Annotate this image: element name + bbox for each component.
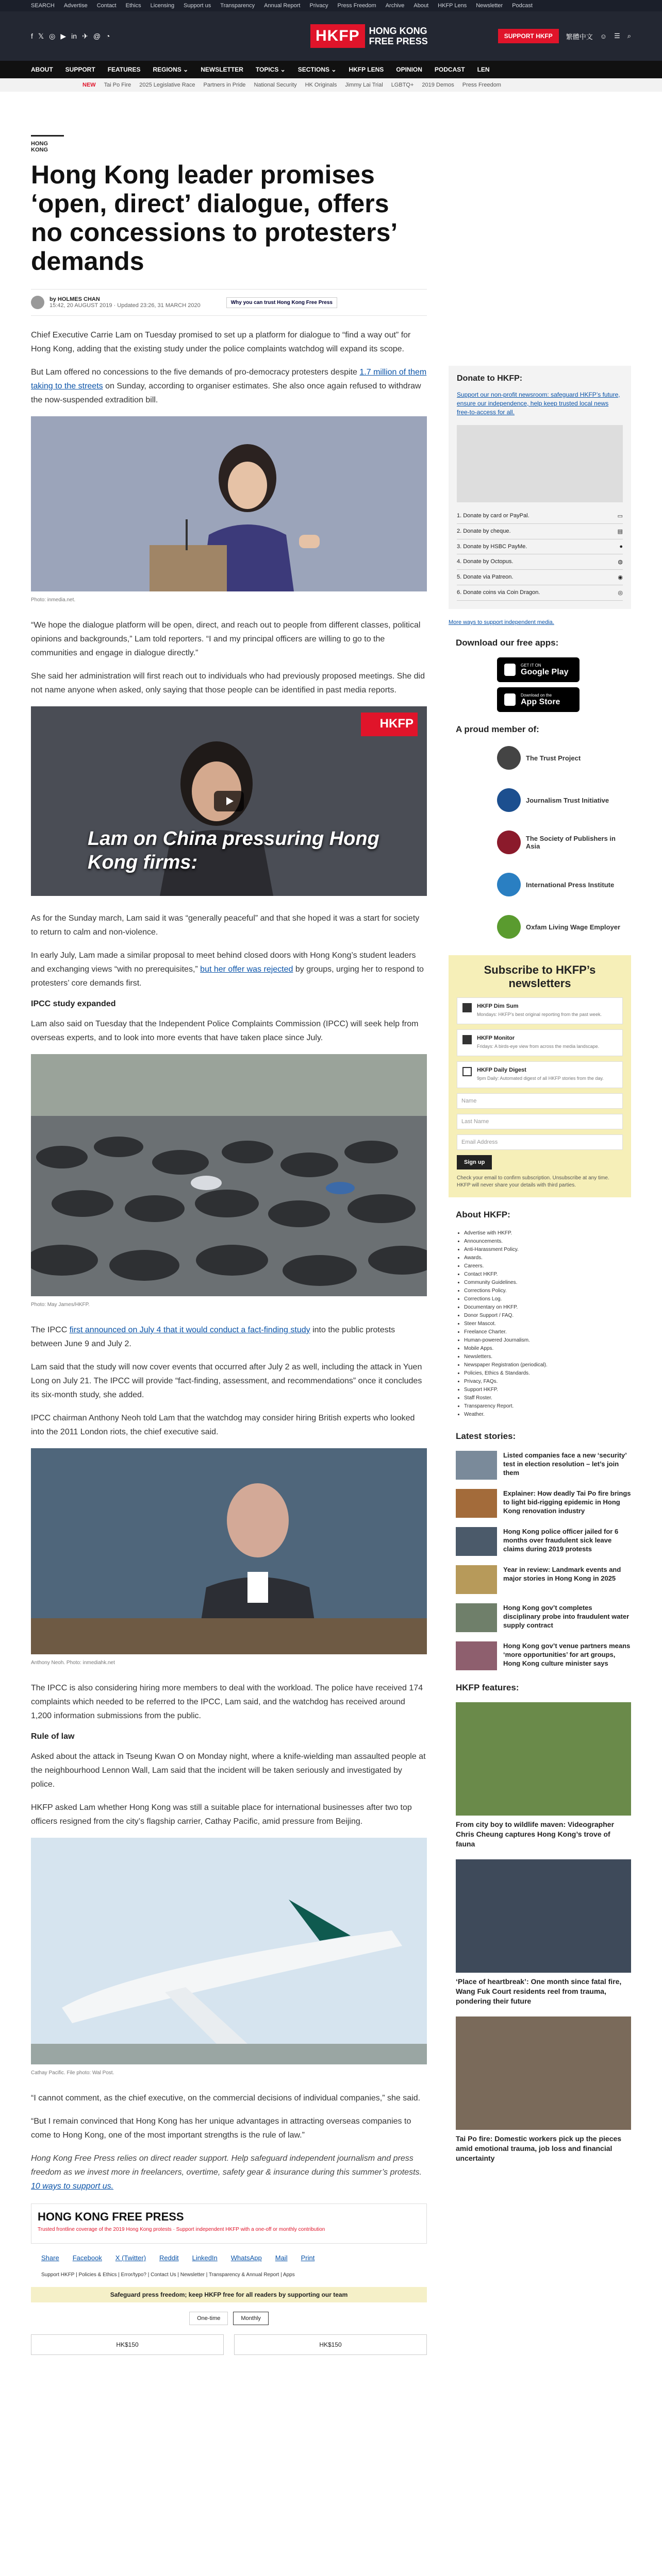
logo-name-line2: FREE PRESS — [369, 36, 428, 46]
feature-image — [456, 1702, 631, 1816]
member-title: A proud member of: — [456, 724, 539, 734]
newsletter-name: HKFP Daily Digest — [477, 1067, 526, 1073]
latest-story[interactable] — [449, 1565, 631, 1594]
about-item[interactable]: • Policies, Ethics & Standards. — [464, 1369, 631, 1378]
linkedin-icon[interactable]: in — [71, 31, 77, 40]
feature-title: From city boy to wildlife maven: Videographer Chris Cheung captures Hong Kong’s trove of fauna — [456, 1820, 615, 1848]
about-item[interactable]: • Contact HKFP. — [464, 1270, 631, 1279]
story-thumbnail — [456, 1451, 497, 1480]
figure — [31, 1448, 427, 1666]
about-item[interactable]: • Corrections Log. — [464, 1295, 631, 1303]
logo-name — [369, 26, 428, 46]
nav-item[interactable]: LEN — [477, 66, 490, 73]
topbar-link[interactable]: Press Freedom — [337, 3, 376, 9]
about-item[interactable]: • Mobile Apps. — [464, 1345, 631, 1353]
about-item[interactable]: • Announcements. — [464, 1238, 631, 1246]
banner-title: HONG KONG FREE PRESS — [38, 2210, 184, 2223]
main-nav — [0, 61, 662, 78]
inline-link[interactable]: but her offer was rejected — [200, 965, 293, 974]
logo-mark: HKFP — [310, 24, 365, 48]
topbar-link[interactable]: Podcast — [512, 3, 533, 9]
about-item[interactable]: • Advertise with HKFP. — [464, 1229, 631, 1238]
member-name: The Society of Publishers in Asia — [525, 835, 616, 850]
member-logo[interactable] — [497, 786, 631, 814]
paragraph: Lam also said on Tuesday that the Independent Police Complaints Commission (IPCC) will seek help from overseas experts, and to look into more events that have taken place since July. — [31, 1020, 419, 1042]
story-thumbnail — [456, 1641, 497, 1670]
text: The IPCC — [31, 1326, 70, 1334]
share-bar — [31, 2254, 427, 2262]
play-button-icon[interactable] — [214, 791, 244, 811]
text: on Sunday, according to organiser estimates. She also once again refused to withdraw the now-suspended extradition bill. — [31, 382, 421, 404]
about-item[interactable]: • Documentary on HKFP. — [464, 1303, 631, 1312]
donate-option-label: 4. Donate by Octopus. — [457, 558, 514, 565]
ipi-icon — [497, 873, 521, 896]
paragraph: Asked about the attack in Tseung Kwan O on Monday night, where a knife-wielding man assaulted people at the neighbourhood Lennon Wall, Lam said that the incident will be taken seriously and investigated by police. — [31, 1752, 426, 1789]
newsletter-name: HKFP Monitor — [477, 1035, 515, 1041]
top-utility-bar — [0, 0, 662, 11]
story-thumbnail — [456, 1489, 497, 1518]
figure — [31, 1838, 427, 2076]
checkbox[interactable] — [462, 1003, 472, 1012]
trending-link[interactable]: 2019 Demos — [422, 82, 454, 88]
figure-caption: Photo: inmedia.net. — [31, 597, 76, 603]
youtube-icon[interactable]: ▶ — [60, 31, 67, 40]
topbar-link[interactable]: Advertise — [63, 3, 88, 9]
paragraph: She said her administration will first reach out to individuals who had previously proposed meetings. She did not name anyone when asked, only saying that those people can be identified in past media reports. — [31, 672, 425, 694]
story-thumbnail — [456, 1603, 497, 1632]
about-item[interactable]: • Newspaper Registration (periodical). — [464, 1361, 631, 1369]
paragraph: The IPCC is also considering hiring more members to deal with the workload. The police have received 174 complaints which needed to be referred to the IPCC, Lam said, and the watchdog has received around 1,200 information submissions from the public. — [31, 1684, 423, 1720]
topbar-link[interactable]: Licensing — [150, 3, 175, 9]
share-whatsapp[interactable]: WhatsApp — [230, 2254, 262, 2262]
donation-frequency-tabs — [31, 2312, 427, 2325]
about-item[interactable]: • Human-powered Journalism. — [464, 1336, 631, 1345]
story-title: Hong Kong gov’t completes disciplinary probe into fraudulent water supply contract — [503, 1604, 630, 1629]
support-link[interactable]: 10 ways to support us. — [31, 2182, 114, 2191]
rss-icon[interactable]: ◔ — [106, 31, 110, 40]
story-title: Listed companies face a new ‘security’ test in election resolution – let’s join them — [503, 1451, 627, 1477]
donation-plans — [31, 2334, 427, 2355]
donate-option[interactable] — [457, 554, 623, 570]
trending-link[interactable]: LGBTQ+ — [391, 82, 414, 88]
article-dates: 15:42, 20 AUGUST 2019 · Updated 23:26, 31 MARCH 2020 — [49, 302, 201, 309]
topbar-link[interactable]: Transparency — [220, 3, 255, 9]
donate-option[interactable] — [457, 539, 623, 554]
cathay-pacific-photo — [31, 1838, 427, 2067]
member-logo[interactable] — [497, 744, 631, 772]
share-reddit[interactable]: Reddit — [159, 2254, 179, 2262]
about-item[interactable]: • Donor Support / FAQ. — [464, 1312, 631, 1320]
paragraph: “I cannot comment, as the chief executive, on the commercial decisions of individual companies,” she said. — [31, 2094, 421, 2103]
donate-box — [449, 366, 631, 609]
article-title: Hong Kong leader promises ‘open, direct’ dialogue, offers no concessions to protesters’ demands — [31, 160, 396, 276]
about-item[interactable]: • Freelance Charter. — [464, 1328, 631, 1336]
card-icon: ▭ — [617, 513, 623, 519]
share-facebook[interactable]: Facebook — [72, 2254, 102, 2262]
menu-icon[interactable]: ☰ — [614, 32, 620, 40]
threads-icon[interactable]: @ — [93, 31, 101, 40]
member-logo[interactable] — [497, 871, 631, 899]
figure — [31, 1054, 427, 1308]
video-overlay-text: Lam on China pressuring Hong Kong firms: — [88, 828, 379, 873]
member-name: The Trust Project — [526, 754, 581, 762]
byline — [31, 289, 427, 316]
search-icon[interactable]: ⌕ — [627, 32, 631, 40]
last-name-input[interactable]: Last Name — [457, 1114, 623, 1129]
member-name: Journalism Trust Initiative — [526, 796, 609, 804]
about-title: About HKFP: — [456, 1210, 510, 1219]
trending-link[interactable]: 2025 Legislative Race — [139, 82, 195, 88]
as-small: Download on the — [521, 692, 552, 698]
x-icon[interactable]: 𝕏 — [38, 31, 44, 40]
member-logo[interactable] — [497, 828, 631, 856]
nav-item[interactable]: SECTIONS ⌄ — [297, 66, 337, 73]
patreon-icon: ◉ — [618, 574, 623, 581]
nav-item[interactable]: PODCAST — [434, 66, 465, 73]
social-icons — [31, 32, 278, 41]
article-kicker[interactable]: HONG KONG — [31, 135, 64, 153]
safeguard-message: Safeguard press freedom; keep HKFP free for all readers by supporting our team — [31, 2287, 427, 2302]
plan-option[interactable]: HK$150 — [234, 2334, 427, 2355]
tab-monthly[interactable]: Monthly — [233, 2312, 269, 2325]
about-item[interactable]: • Corrections Policy. — [464, 1287, 631, 1295]
paragraph: As for the Sunday march, Lam said it was “generally peaceful” and that she hoped it was a start for society to return to calm and non-violence. — [31, 914, 420, 937]
topbar-link[interactable]: Newsletter — [476, 3, 503, 9]
donate-option[interactable] — [457, 570, 623, 585]
trending-link[interactable]: National Security — [254, 82, 297, 88]
nav-item[interactable]: HKFP LENS — [349, 66, 384, 73]
figure — [31, 416, 427, 603]
share-x[interactable]: X (Twitter) — [115, 2254, 146, 2262]
newsletter-option[interactable] — [457, 1029, 623, 1056]
paragraph: Lam said that the study will now cover events that occurred after July 2 as well, including the attack in Yuen Long on July 21. The IPCC will provide “fact-finding, assessment, and recommendations” once it concludes its six-month study, she added. — [31, 1363, 422, 1399]
trending-link[interactable]: Press Freedom — [462, 82, 501, 88]
author-avatar — [31, 296, 44, 309]
payme-icon: ● — [619, 544, 623, 550]
support-banner[interactable] — [31, 2204, 427, 2244]
user-icon[interactable]: ☺ — [600, 32, 607, 40]
story-title: Year in review: Landmark events and major stories in Hong Kong in 2025 — [503, 1566, 621, 1582]
story-title: Explainer: How deadly Tai Po fire brings to light bid-rigging epidemic in Hong Kong renovation industry — [503, 1489, 631, 1515]
share-mail[interactable]: Mail — [275, 2254, 288, 2262]
apple-icon — [504, 693, 516, 706]
nav-item[interactable]: SUPPORT — [65, 66, 95, 73]
text: In early July, Lam made a similar proposal to meet behind closed doors with Hong Kong’s student leaders and exchanging views “with no prerequisites,” — [31, 951, 416, 974]
donate-option-label: 2. Donate by cheque. — [457, 528, 511, 534]
feature-title: Tai Po fire: Domestic workers pick up the pieces amid emotional trauma, job loss and financial uncertainty — [456, 2134, 622, 2162]
paragraph: HKFP asked Lam whether Hong Kong was still a suitable place for international businesses after two top officers resigned from the city’s flagship carrier, Cathay Pacific, amid pressure from Beijing. — [31, 1803, 412, 1826]
story-title: Hong Kong gov’t venue partners means ‘more opportunities’ for art groups, Hong Kong culture minister says — [503, 1642, 631, 1667]
donate-intro[interactable]: Support our non-profit newsroom: safeguard HKFP’s future, ensure our independence, help keep trusted local news free-to-access for all. — [457, 391, 620, 416]
about-item[interactable]: • Support HKFP. — [464, 1386, 631, 1394]
inline-link[interactable]: first announced on July 4 that it would conduct a fact-finding study — [69, 1326, 310, 1334]
paragraph — [31, 948, 427, 990]
latest-story[interactable] — [449, 1603, 631, 1632]
paragraph: “We hope the dialogue platform will be open, direct, and reach out to people from different classes, political opinions and backgrounds,” Lam told reporters. “I and my principal officers are willing to go to the communities and engage in dialogue directly.” — [31, 621, 421, 657]
section-heading: Rule of law — [31, 1732, 75, 1741]
donate-title: Donate to HKFP: — [457, 374, 523, 383]
donate-option[interactable] — [457, 509, 623, 524]
paragraph — [31, 1323, 427, 1351]
paragraph: Chief Executive Carrie Lam on Tuesday promised to set up a platform for dialogue to “find a way out” for Hong Kong, adding that the existing study under the police complaints watchdog will expand its scope. — [31, 331, 411, 353]
facebook-icon[interactable]: f — [31, 31, 33, 40]
feature-story[interactable] — [449, 2016, 631, 2163]
donate-image — [457, 425, 623, 502]
about-item[interactable]: • Steer Mascot. — [464, 1320, 631, 1328]
figure-caption: Photo: May James/HKFP. — [31, 1302, 90, 1308]
newsletter-desc: 9pm Daily: Automated digest of all HKFP stories from the day. — [477, 1076, 604, 1081]
coin-icon: ◎ — [618, 590, 623, 596]
paragraph: “But I remain convinced that Hong Kong has her unique advantages in attracting overseas companies to come to Hong Kong, one of the most important strengths is the rule of law.” — [31, 2117, 411, 2140]
tab-one-time[interactable]: One-time — [189, 2312, 228, 2325]
latest-story[interactable] — [449, 1527, 631, 1556]
about-item[interactable]: • Awards. — [464, 1254, 631, 1262]
newsletter-title: Subscribe to HKFP’s newsletters — [484, 963, 596, 990]
features-title: HKFP features: — [456, 1683, 519, 1692]
trending-link[interactable]: Jimmy Lai Trial — [345, 82, 383, 88]
app-store-button[interactable] — [497, 687, 580, 712]
article-footer-links[interactable]: Support HKFP | Policies & Ethics | Error/typo? | Contact Us | Newsletter | Transparency & Annual Report | Apps — [41, 2272, 295, 2278]
figure-caption: Anthony Neoh. Photo: inmediahk.net — [31, 1660, 115, 1666]
topbar-link[interactable]: Annual Report — [264, 3, 301, 9]
nav-item[interactable]: FEATURES — [107, 66, 141, 73]
oxfam-icon — [497, 915, 521, 939]
feature-story[interactable] — [449, 1702, 631, 1849]
about-list — [449, 1229, 631, 1419]
member-logo[interactable] — [497, 913, 631, 941]
feature-image — [456, 1859, 631, 1973]
paragraph: IPCC chairman Anthony Neoh told Lam that the watchdog may consider hiring British experts who looked into the 2011 London riots, the chief executive said. — [31, 1414, 415, 1436]
sopa-icon — [497, 831, 521, 854]
member-name: International Press Institute — [526, 880, 615, 889]
topbar-link[interactable]: Archive — [385, 3, 405, 9]
site-logo[interactable] — [310, 24, 428, 48]
topbar-link[interactable]: Ethics — [125, 3, 141, 9]
email-input[interactable]: Email Address — [457, 1134, 623, 1150]
newsletter-note: Check your email to confirm subscription. Unsubscribe at any time. HKFP will never share your details with third parties. — [457, 1175, 609, 1188]
checkbox[interactable] — [462, 1035, 472, 1044]
sidebar — [449, 366, 631, 2174]
share-linkedin[interactable]: LinkedIn — [192, 2254, 218, 2262]
more-ways-link[interactable]: More ways to support independent media. — [449, 619, 554, 625]
donate-option-label: 6. Donate coins via Coin Dragon. — [457, 589, 540, 596]
text: by groups, urging her to respond to protesters’ core demands first. — [31, 965, 424, 988]
newsletter-box — [449, 955, 631, 1197]
story-thumbnail — [456, 1565, 497, 1594]
latest-story[interactable] — [449, 1489, 631, 1518]
plan-option[interactable]: HK$150 — [31, 2334, 224, 2355]
nav-item[interactable]: OPINION — [396, 66, 422, 73]
text: into the public protests between June 9 and July 2. — [31, 1326, 395, 1348]
nav-item[interactable]: ABOUT — [31, 66, 53, 73]
author-name[interactable]: by HOLMES CHAN — [49, 296, 100, 302]
new-label: NEW — [82, 82, 96, 88]
section-heading: IPCC study expanded — [31, 999, 116, 1008]
donate-option[interactable] — [457, 524, 623, 539]
share-link[interactable]: Share — [41, 2254, 59, 2262]
donate-option-label: 3. Donate by HSBC PayMe. — [457, 544, 527, 550]
story-title: Hong Kong police officer jailed for 6 months over fraudulent sick leave claims during 2019 protests — [503, 1528, 619, 1553]
about-item[interactable]: • Newsletters. — [464, 1353, 631, 1361]
signup-button[interactable]: Sign up — [457, 1155, 492, 1170]
figure-caption: Cathay Pacific. File photo: Wal Post. — [31, 2070, 114, 2076]
paragraph — [31, 365, 427, 407]
topbar-link[interactable]: About — [413, 3, 429, 9]
video-embed[interactable] — [31, 706, 427, 896]
about-item[interactable]: • Staff Roster. — [464, 1394, 631, 1402]
language-link[interactable]: 繁體中文 — [566, 32, 593, 41]
anthony-neoh-photo — [31, 1448, 427, 1657]
donate-option-label: 1. Donate by card or PayPal. — [457, 513, 529, 519]
instagram-icon[interactable]: ◎ — [49, 31, 56, 40]
article — [31, 135, 427, 2355]
gp-small: GET IT ON — [521, 663, 541, 668]
google-play-button[interactable] — [497, 657, 580, 682]
trust-project-icon — [497, 746, 521, 770]
about-item[interactable]: • Weather. — [464, 1411, 631, 1419]
feature-story[interactable] — [449, 1859, 631, 2006]
topbar-link[interactable]: Privacy — [309, 3, 328, 9]
donate-option-label: 5. Donate via Patreon. — [457, 574, 514, 580]
site-header — [0, 11, 662, 61]
about-item[interactable]: • Privacy, FAQs. — [464, 1378, 631, 1386]
print-link[interactable]: Print — [301, 2254, 315, 2262]
cheque-icon: ▤ — [617, 529, 623, 535]
newsletter-option[interactable] — [457, 1061, 623, 1088]
as-large: App Store — [521, 697, 560, 706]
topbar-link[interactable]: HKFP Lens — [438, 3, 467, 9]
support-promo — [31, 2151, 427, 2193]
banner-subtitle: Trusted frontline coverage of the 2019 Hong Kong protests · Support independent HKFP with a one-off or monthly contribution — [38, 2227, 325, 2232]
telegram-icon[interactable]: ✈ — [82, 31, 88, 40]
text: But Lam offered no concessions to the five demands of pro-democracy protesters despite — [31, 368, 360, 377]
jti-icon — [497, 788, 521, 812]
about-item[interactable]: • Anti-Harassment Policy. — [464, 1246, 631, 1254]
checkbox[interactable] — [462, 1067, 472, 1076]
video-logo: HKFP — [379, 717, 413, 731]
about-item[interactable]: • Community Guidelines. — [464, 1279, 631, 1287]
newsletter-name: HKFP Dim Sum — [477, 1003, 519, 1009]
support-hkfp-button[interactable]: SUPPORT HKFP — [498, 29, 559, 43]
umbrella-protest-photo — [31, 1054, 427, 1299]
nav-item[interactable]: REGIONS ⌄ — [153, 66, 189, 73]
trending-link[interactable]: Partners in Pride — [203, 82, 246, 88]
topbar-link[interactable]: Support us — [184, 3, 211, 9]
donate-option[interactable] — [457, 585, 623, 601]
apps-title: Download our free apps: — [456, 638, 559, 648]
carrie-lam-photo — [31, 416, 427, 594]
trending-link[interactable]: Tai Po Fire — [104, 82, 131, 88]
latest-story[interactable] — [449, 1451, 631, 1480]
feature-image — [456, 2016, 631, 2130]
logo-name-line1: HONG KONG — [369, 26, 427, 36]
newsletter-desc: Mondays: HKFP’s best original reporting from the past week. — [477, 1012, 602, 1017]
video-thumbnail[interactable] — [31, 706, 427, 896]
latest-title: Latest stories: — [456, 1431, 516, 1441]
member-name: Oxfam Living Wage Employer — [526, 923, 621, 931]
text: Hong Kong Free Press relies on direct reader support. Help safeguard independent journalism and press freedom as we invest more in freelancers, overtime, safety gear & insurance during this summer’s protests. — [31, 2154, 422, 2177]
inline-link[interactable]: 1.7 million of them taking to the streets — [31, 368, 427, 391]
gp-large: Google Play — [521, 667, 569, 676]
about-item[interactable]: • Careers. — [464, 1262, 631, 1270]
trust-badge[interactable]: Why you can trust Hong Kong Free Press — [226, 297, 337, 308]
story-thumbnail — [456, 1527, 497, 1556]
newsletter-option[interactable] — [457, 997, 623, 1024]
latest-story[interactable] — [449, 1641, 631, 1670]
name-input[interactable]: Name — [457, 1093, 623, 1109]
newsletter-desc: Fridays: A birds-eye view from across the media landscape. — [477, 1044, 600, 1049]
nav-item[interactable]: TOPICS ⌄ — [255, 66, 286, 73]
trending-bar — [0, 78, 662, 92]
trending-link[interactable]: HK Originals — [305, 82, 337, 88]
google-play-icon — [504, 664, 516, 676]
feature-title: ‘Place of heartbreak’: One month since fatal fire, Wang Fuk Court residents reel from trauma, pondering their future — [456, 1977, 622, 2005]
nav-item[interactable]: NEWSLETTER — [201, 66, 243, 73]
about-item[interactable]: • Transparency Report. — [464, 1402, 631, 1411]
search-link[interactable]: SEARCH — [31, 3, 55, 9]
octopus-icon: ◍ — [618, 559, 623, 565]
topbar-link[interactable]: Contact — [96, 3, 117, 9]
